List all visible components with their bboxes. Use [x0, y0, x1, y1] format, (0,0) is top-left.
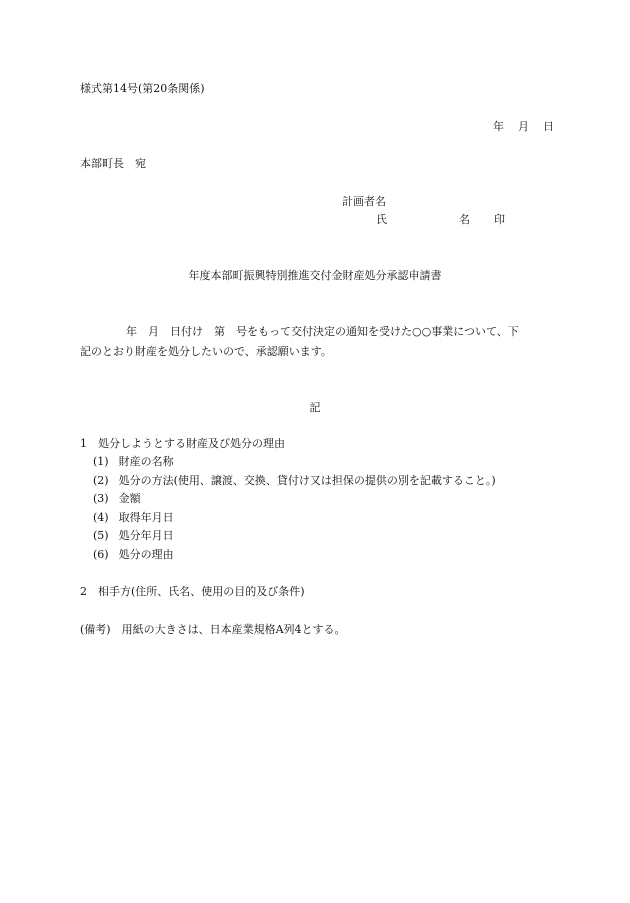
list-item-number: (4)	[93, 511, 109, 524]
ki-heading: 記	[309, 401, 321, 414]
name-prefix: 氏	[376, 213, 387, 226]
body-text-line-2: 記のとおり財産を処分したいので、承認願います。	[80, 345, 332, 358]
body-text-line-1: 年 月 日付け 第 号をもって交付決定の通知を受けた○○事業について、下	[126, 325, 519, 338]
list-item	[93, 474, 496, 487]
list-item-number: (1)	[93, 455, 109, 468]
list-item	[93, 511, 174, 524]
planner-label: 計画者名	[342, 195, 386, 208]
list-item-text: 財産の名称	[118, 455, 174, 468]
date-year: 年	[493, 120, 504, 133]
list-item-text: 金額	[118, 492, 141, 505]
list-item	[93, 548, 174, 561]
addressee: 本部町長 宛	[80, 157, 146, 170]
list-item-number: (6)	[93, 548, 109, 561]
form-number: 様式第14号(第20条関係)	[80, 82, 205, 95]
list-item-text: 処分の理由	[118, 548, 174, 561]
document-title: 年度本部町振興特別推進交付金財産処分承認申請書	[188, 269, 442, 282]
section-1-heading: 1 処分しようとする財産及び処分の理由	[80, 437, 285, 450]
list-item-text: 処分年月日	[118, 529, 174, 542]
remarks-note: (備考) 用紙の大きさは、日本産業規格A列4とする。	[80, 623, 346, 636]
section-2-heading: 2 相手方(住所、氏名、使用の目的及び条件)	[80, 585, 305, 598]
date-day: 日	[543, 120, 554, 133]
list-item-number: (2)	[93, 474, 109, 487]
date-line	[493, 120, 554, 133]
name-seal-line	[376, 213, 505, 226]
list-item	[93, 492, 141, 505]
body-text-line	[80, 325, 519, 338]
list-item	[93, 455, 174, 468]
list-item-text: 取得年月日	[118, 511, 174, 524]
list-item-number: (5)	[93, 529, 109, 542]
name-suffix: 名	[459, 213, 470, 226]
seal-mark: 印	[494, 213, 505, 226]
list-item	[93, 529, 174, 542]
list-item-number: (3)	[93, 492, 109, 505]
date-month: 月	[518, 120, 529, 133]
list-item-text: 処分の方法(使用、譲渡、交換、貸付け又は担保の提供の別を記載すること。)	[118, 474, 496, 487]
